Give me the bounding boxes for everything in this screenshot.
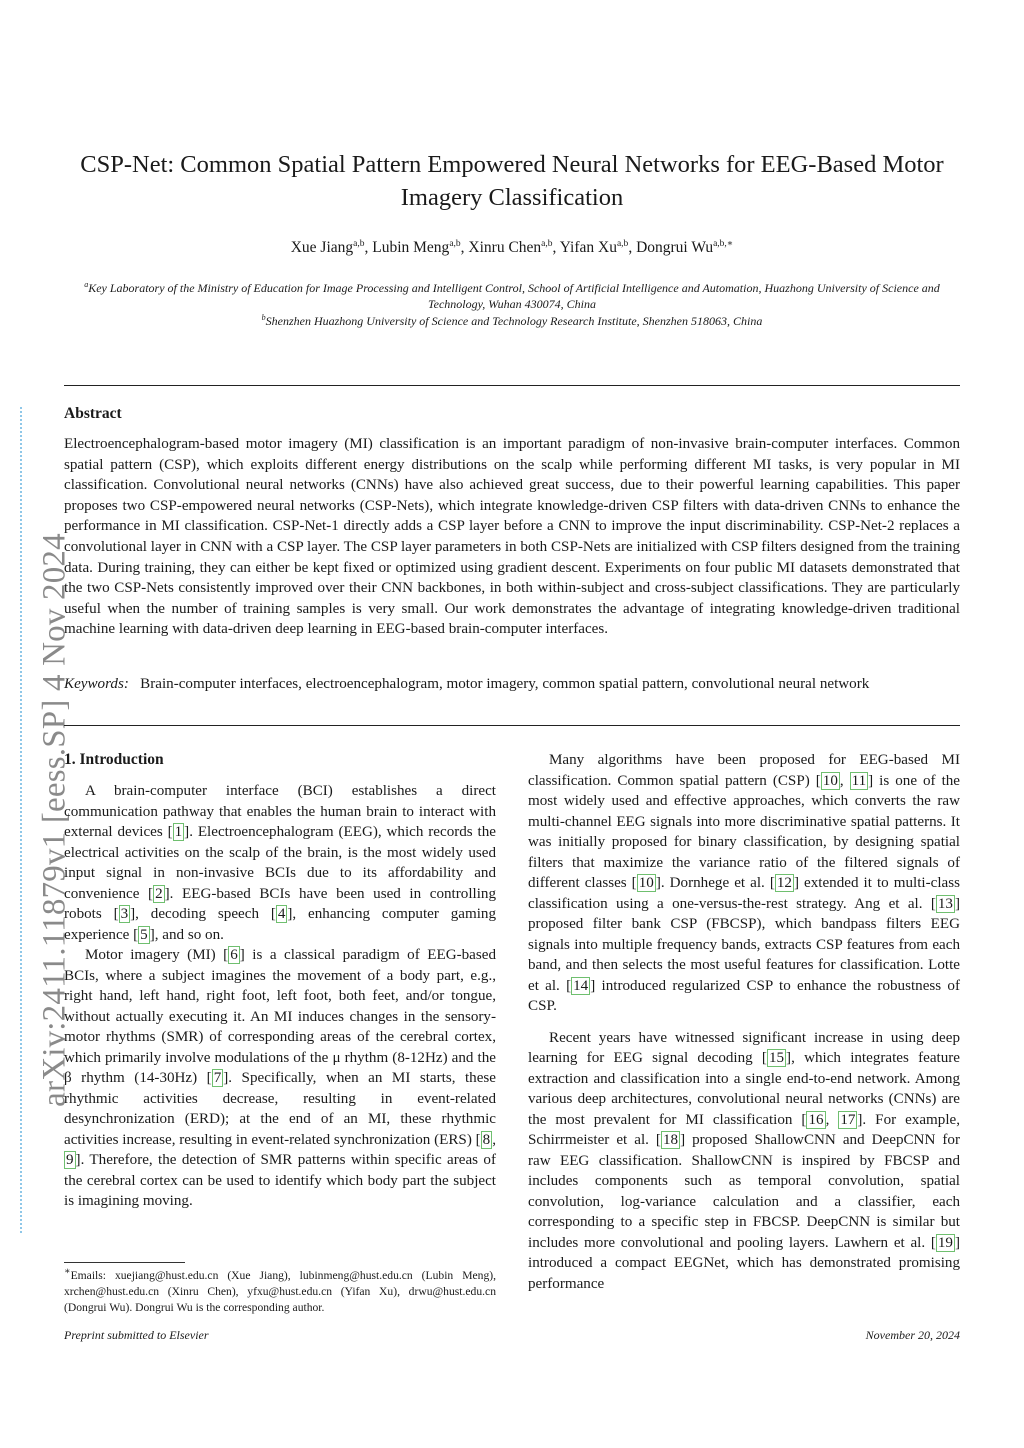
paragraph-text: ]. For example, Schirrmeister et al. [ xyxy=(528,1111,961,1148)
paragraph-text: ]. Electroencephalogram (EEG), which records the electrical activities on the scalp of the brain, is the most widely used input signal in non-invasive BCIs due to its affordability and convenience [ xyxy=(64,824,496,902)
author: Xinru Chen xyxy=(468,239,542,257)
paragraph-text: Many algorithms have been proposed for EEG-based MI classification. Common spatial pattern (CSP) [ xyxy=(528,752,960,789)
citation-link[interactable]: 8 xyxy=(482,1131,491,1148)
author: Dongrui Wu xyxy=(636,239,714,257)
citation-link[interactable]: 14 xyxy=(573,977,589,994)
citation-link[interactable]: 16 xyxy=(808,1111,824,1128)
paragraph-text: ] introduced a compact EEGNet, which has demonstrated promising performance xyxy=(528,1234,960,1292)
citation-link[interactable]: 7 xyxy=(213,1070,222,1086)
paragraph xyxy=(528,1028,960,1295)
section-heading-introduction: 1. Introduction xyxy=(64,751,164,768)
citation-link[interactable]: 6 xyxy=(230,947,238,963)
footer-preprint: Preprint submitted to Elsevier xyxy=(64,1328,209,1342)
paragraph xyxy=(64,781,496,945)
paragraph-text: Recent years have witnessed significant increase in using deep learning for EEG signal decoding [ xyxy=(528,1029,960,1066)
citation-link[interactable]: 10 xyxy=(822,772,838,789)
affiliation-b: $^b$Shenzhen Huazhong University of Science and Technology Research Institute, Shenzhen 518063, China xyxy=(261,313,763,328)
citation-link[interactable]: 18 xyxy=(662,1132,679,1148)
paragraph-text: ] is one of the most widely used and effective approaches, which converts the raw multi-channel EEG signals into more discriminative spatial patterns. It was initially proposed for binary classification, by designing spatial filters that maximize the variance ratio of the filtered signals of different classes [ xyxy=(528,772,961,891)
paragraph-text: ] proposed filter bank CSP (FBCSP), which bandpass filters EEG signals into multiple frequency bands, extracts CSP features from each band, and then selects the most useful features for classification. Lotte et al. [ xyxy=(528,895,960,994)
paragraph-text: ], enhancing computer gaming experience [ xyxy=(64,906,496,943)
author-list: Xue Jiang$^{a,b}$, Lubin Meng$^{a,b}$, Xinru Chen$^{a,b}$, Yifan Xu$^{a,b}$, Dongrui $Wu^{a,b,∗}$ xyxy=(290,239,734,257)
paragraph-text: ] introduced regularized CSP to enhance the robustness of CSP. xyxy=(528,977,960,1014)
citation-link[interactable]: 12 xyxy=(776,875,792,891)
paragraph-text: ] proposed ShallowCNN and DeepCNN for raw EEG classification. ShallowCNN is inspired by FBCSP and includes components such as temporal convolution, spatial convolution, log-variance calculation and a classifier, each corresponding to a specific step in FBCSP. DeepCNN is similar but includes more convolutional and pooling layers. Lawhern et al. [ xyxy=(528,1132,960,1251)
paragraph-text: ], and so on. xyxy=(149,926,224,943)
paragraph-text: ]. Specifically, when an MI starts, these rhythmic activities decrease, resulting in event-related desynchronization (ERD); at the end of an MI, these rhythmic activities increase, resulting in event-related synchronization (ERS) [ xyxy=(64,1070,496,1148)
paragraph-text: ]. Dornhege et al. [ xyxy=(655,875,775,891)
keywords xyxy=(64,674,960,695)
top-divider xyxy=(64,385,960,386)
author: Yifan Xu xyxy=(559,239,617,257)
paragraph-text: ]. EEG-based BCIs have been used in controlling robots [ xyxy=(64,885,497,922)
paragraph xyxy=(528,750,960,1017)
abstract-text: Electroencephalogram-based motor imagery (MI) classification is an important paradigm of non-invasive brain-computer interfaces. Common spatial pattern (CSP), which exploits different energy distributions on the scalp while performing different MI tasks, is very popular in MI classification. Convolutional neural networks (CNNs) have also achieved great success, due to their powerful learning capabilities. This paper proposes two CSP-empowered neural networks (CSP-Nets), which integrate knowledge-driven CSP filters with data-driven CNNs to enhance the performance in MI classification. CSP-Net-1 directly adds a CSP layer before a CNN to improve the input discriminability. CSP-Net-2 replaces a convolutional layer in CNN with a CSP layer. The CSP layer parameters in both CSP-Nets are initialized with CSP filters designed from the training data. During training, they can either be kept fixed or optimized using gradient descent. Experiments on four public MI datasets demonstrated that the two CSP-Nets consistently improved over their CNN backbones, in both within-subject and cross-subject classifications. They are particularly useful when the number of training samples is very small. Our work demonstrates the advantage of integrating knowledge-driven traditional machine learning with data-driven deep learning in EEG-based brain-computer interfaces. xyxy=(64,436,960,638)
paragraph-text: ], which integrates feature extraction and classification into a single end-to-end network. Among various deep architectures, convolutional neural networks (CNNs) are the most prevalent for MI classification [ xyxy=(528,1050,960,1128)
author: Xue Jiang xyxy=(290,239,354,257)
arxiv-identifier[interactable]: arXiv:2411.11879v1 [eess.SP] 4 Nov 2024 xyxy=(36,533,73,1107)
citation-link[interactable]: 17 xyxy=(840,1111,856,1128)
footnote: ∗Emails: xuejiang@hust.edu.cn (Xue Jiang), lubinmeng@hust.edu.cn (Lubin Meng), xrchen@hust.edu.cn (Xinru Chen), yfxu@hust.edu.cn (Yifan Xu), drwu@hust.edu.cn (Dongrui Wu). Dongrui Wu is the corresponding author. xyxy=(64,1266,496,1314)
abstract-heading: Abstract xyxy=(64,405,122,422)
paragraph-text: , xyxy=(825,1111,839,1128)
citation-link[interactable]: 1 xyxy=(174,824,183,840)
affiliation-a: $^a$Key Laboratory of the Ministry of Education for Image Processing and Intelligent Control, School of Artificial Intelligence and Automation, Huazhong University of Science and Technology, Wuhan 430074, China xyxy=(84,280,940,311)
footnote-divider xyxy=(64,1262,185,1263)
keywords-text: Brain-computer interfaces, electroencephalogram, motor imagery, common spatial pattern, convolutional neural network xyxy=(140,676,870,692)
citation-link[interactable]: 13 xyxy=(937,895,953,912)
paragraph-text: A brain-computer interface (BCI) establishes a direct communication pathway that enables the human brain to interact with external devices [ xyxy=(64,783,496,840)
citation-link[interactable]: 9 xyxy=(66,1152,74,1168)
keywords-label: Keywords: xyxy=(64,676,129,692)
citation-link[interactable]: 3 xyxy=(120,906,129,922)
paragraph-text: Motor imagery (MI) [ xyxy=(85,947,229,963)
paragraph-text: , xyxy=(492,1131,496,1148)
left-column xyxy=(64,781,496,1212)
abstract-divider xyxy=(64,725,960,726)
citation-link[interactable]: 5 xyxy=(140,926,148,943)
citation-link[interactable]: 15 xyxy=(768,1050,785,1066)
citation-link[interactable]: 19 xyxy=(937,1234,953,1251)
paragraph-text: ] extended it to multi-class classification using a one-versus-the-rest strategy. Ang et al. [ xyxy=(528,875,960,912)
paragraph-text: ], decoding speech [ xyxy=(130,906,276,922)
citation-link[interactable]: 4 xyxy=(277,906,286,922)
paragraph-text: ]. Therefore, the detection of SMR patterns within specific areas of the cerebral cortex can be used to identify which body part the subject is imagining moving. xyxy=(64,1152,496,1209)
author: Lubin Meng xyxy=(372,239,450,257)
paragraph-text: , xyxy=(839,772,850,789)
citation-link[interactable]: 2 xyxy=(155,885,163,902)
paragraph xyxy=(64,945,496,1212)
right-column xyxy=(528,750,960,1294)
paper-title: CSP-Net: Common Spatial Pattern Empowered Neural Networks for EEG-Based Motor Imagery Classification xyxy=(80,151,944,211)
citation-link[interactable]: 11 xyxy=(851,772,867,789)
citation-link[interactable]: 10 xyxy=(638,875,654,891)
paragraph-text: ] is a classical paradigm of EEG-based BCIs, where a subject imagines the movement of a body part, e.g., right hand, left hand, right foot, left foot, both feet, and/or tongue, without actually executing it. An MI induces changes in the sensory-motor rhythms (SMR) of corresponding areas of the cerebral cortex, which primarily involve modulations of the μ rhythm (8-12Hz) and the β rhythm (14-30Hz) [ xyxy=(64,947,496,1086)
footer-date: November 20, 2024 xyxy=(865,1328,960,1342)
